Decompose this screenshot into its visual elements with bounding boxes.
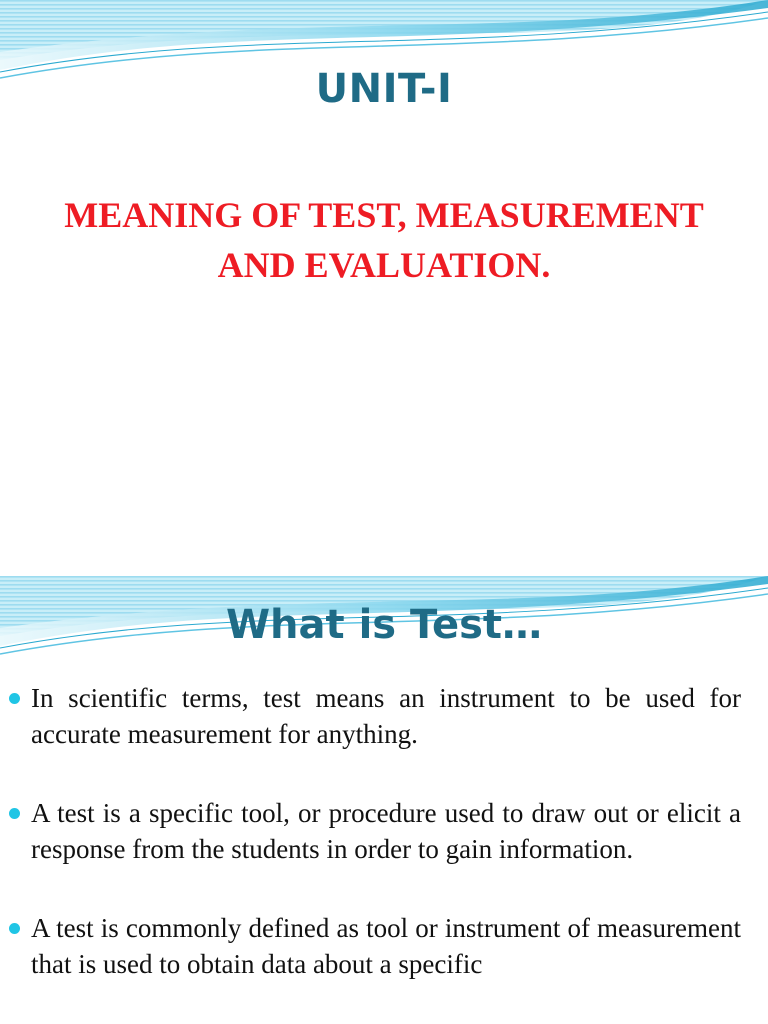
bullet-dot-icon	[9, 923, 20, 934]
slide-what-is-test	[0, 576, 768, 1024]
bullet-text: In scientific terms, test means an instrument to be used for accurate measurement for anything.	[31, 683, 741, 749]
bullet-dot-icon	[9, 693, 20, 704]
subtitle-line-2: AND EVALUATION.	[217, 245, 551, 285]
bullet-list	[0, 680, 768, 982]
bullet-text: A test is a specific tool, or procedure used to draw out or elicit a response from the students in order to gain information.	[31, 798, 741, 864]
bullet-item	[0, 910, 768, 982]
bullet-item	[0, 795, 768, 867]
slide-title: What is Test…	[225, 602, 543, 648]
unit-subtitle	[20, 190, 748, 290]
bullet-dot-icon	[9, 808, 20, 819]
subtitle-line-1: MEANING OF TEST, MEASUREMENT	[64, 195, 704, 235]
bullet-item	[0, 680, 768, 752]
unit-title: UNIT-I	[315, 66, 453, 112]
bullet-text: A test is commonly defined as tool or instrument of measurement that is used to obtain data about a specific	[31, 913, 741, 979]
